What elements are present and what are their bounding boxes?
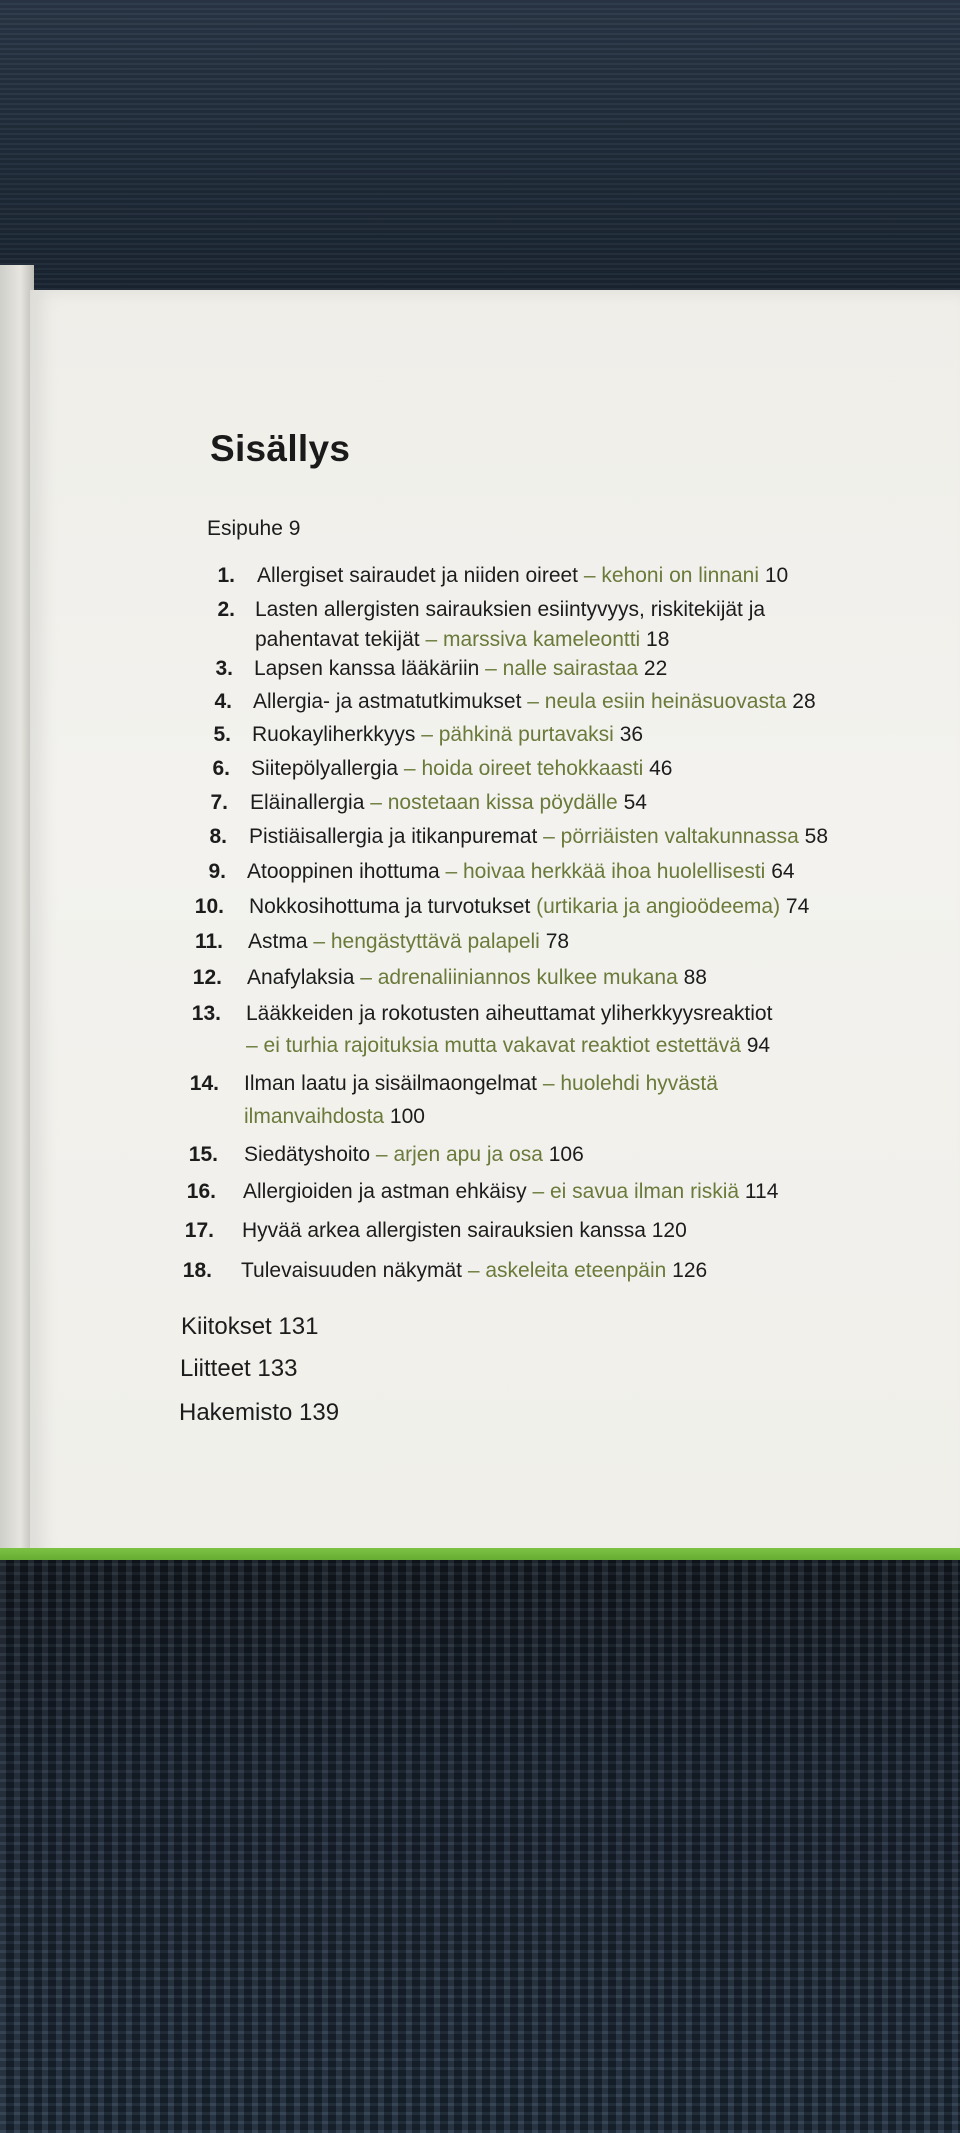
chapter-number: 8. (209, 825, 227, 848)
chapter-number: 10. (194, 895, 224, 918)
chapter-subtitle: – ei savua ilman riskiä (526, 1180, 740, 1203)
chapter-title: Allergioiden ja astman ehkäisy (243, 1180, 527, 1203)
chapter-page: 46 (643, 757, 673, 780)
chapter-subtitle: – marssiva kameleontti (419, 628, 641, 651)
chapter-title: Ruokayliherkkyys (252, 723, 416, 746)
chapter-subtitle: – hoivaa herkkää ihoa huolellisesti (439, 860, 766, 883)
chapter-number: 14. (189, 1072, 219, 1095)
chapter-title: Lapsen kanssa lääkäriin (254, 657, 480, 680)
chapter-number: 17. (184, 1219, 214, 1242)
chapter-subtitle: – ei turhia rajoituksia mutta vakavat reaktiot estettävä (246, 1034, 741, 1057)
endmatter-entry (180, 1355, 297, 1383)
chapter-subtitle: – nalle sairastaa (479, 657, 639, 680)
chapter-subtitle: – askeleita eteenpäin (462, 1259, 667, 1282)
chapter-title: Tulevaisuuden näkymät (241, 1259, 463, 1282)
endmatter-page: 131 (278, 1313, 319, 1340)
chapter-subtitle-cont: ilmanvaihdosta (244, 1105, 385, 1128)
chapter-page: 94 (740, 1034, 771, 1057)
chapter-number: 6. (212, 757, 230, 780)
preface-label: Esipuhe (207, 517, 283, 540)
endmatter-label: Liitteet (180, 1355, 251, 1382)
chapter-number: 11. (194, 930, 223, 953)
chapter-title: Anafylaksia (247, 966, 355, 989)
chapter-page: 114 (739, 1180, 779, 1203)
chapter-title-cont: pahentavat tekijät (255, 628, 420, 651)
endmatter-page: 139 (299, 1399, 340, 1426)
chapter-subtitle: – arjen apu ja osa (370, 1143, 543, 1166)
chapter-title: Astma (248, 930, 308, 953)
chapter-subtitle: – hoida oireet tehokkaasti (398, 757, 644, 780)
chapter-page: 106 (542, 1143, 584, 1166)
chapter-number: 9. (208, 860, 226, 883)
chapter-title: Nokkosihottuma ja turvotukset (249, 895, 531, 918)
chapter-subtitle: – neula esiin heinäsuovasta (521, 690, 787, 713)
chapter-subtitle: – huolehdi hyvästä (536, 1072, 718, 1095)
chapter-page: 126 (666, 1259, 708, 1282)
preface-page: 9 (288, 517, 301, 540)
chapter-number: 4. (214, 690, 232, 713)
chapter-title: Ilman laatu ja sisäilmaongelmat (244, 1072, 537, 1095)
chapter-number: 15. (188, 1143, 218, 1166)
chapter-number: 7. (210, 791, 228, 814)
chapter-number: 13. (191, 1002, 221, 1025)
chapter-page: 120 (645, 1219, 687, 1242)
chapter-number: 18. (182, 1259, 212, 1282)
chapter-page: 28 (786, 690, 816, 713)
chapter-number: 5. (213, 723, 231, 746)
endmatter-label: Hakemisto (179, 1399, 293, 1426)
chapter-page: 88 (677, 966, 707, 989)
chapter-number: 16. (186, 1180, 216, 1203)
corduroy-cushion (0, 1560, 960, 2133)
chapter-subtitle: (urtikaria ja angioödeema) (530, 895, 781, 918)
chapter-title: Siedätyshoito (244, 1143, 371, 1166)
chapter-page: 36 (613, 723, 644, 746)
endmatter-entry (179, 1399, 339, 1427)
chapter-title: Pistiäisallergia ja itikanpuremat (249, 825, 538, 848)
chapter-subtitle: – adrenaliiniannos kulkee mukana (354, 966, 678, 989)
chapter-title: Siitepölyallergia (251, 757, 399, 780)
page-title: Sisällys (210, 428, 351, 469)
chapter-page: 74 (780, 895, 810, 918)
chapter-page: 22 (638, 657, 668, 680)
chapter-page: 100 (384, 1105, 425, 1128)
chapter-subtitle: – nostetaan kissa pöydälle (364, 791, 618, 814)
endmatter-page: 133 (257, 1355, 298, 1382)
chapter-title: Lääkkeiden ja rokotusten aiheuttamat yliherkkyysreaktiot (246, 1002, 773, 1025)
chapter-page: 18 (640, 628, 670, 651)
chapter-subtitle: – hengästyttävä palapeli (307, 930, 540, 953)
chapter-title: Atooppinen ihottuma (247, 860, 440, 883)
chapter-subtitle: – pörriäisten valtakunnassa (537, 825, 799, 848)
chapter-title: Eläinallergia (250, 791, 365, 814)
endmatter-entry (181, 1313, 318, 1341)
chapter-title: Allergiset sairaudet ja niiden oireet (257, 564, 579, 587)
chapter-subtitle: – pähkinä purtavaksi (415, 723, 614, 746)
chapter-number: 1. (217, 564, 235, 587)
chapter-subtitle: – kehoni on linnani (578, 564, 760, 587)
chapter-page: 64 (765, 860, 795, 883)
chapter-page: 58 (798, 825, 829, 848)
endmatter-label: Kiitokset (181, 1313, 272, 1340)
chapter-page: 10 (759, 564, 789, 587)
chapter-number: 3. (215, 657, 233, 680)
chapter-title: Lasten allergisten sairauksien esiintyvyys, riskitekijät ja (255, 598, 766, 621)
chapter-title: Hyvää arkea allergisten sairauksien kanssa (242, 1219, 646, 1242)
chapter-page: 78 (539, 930, 570, 953)
preface-entry (207, 513, 300, 545)
chapter-page: 54 (617, 791, 647, 814)
chapter-number: 2. (217, 598, 235, 621)
chapter-title: Allergia- ja astmatutkimukset (253, 690, 522, 713)
chapter-number: 12. (192, 966, 222, 989)
